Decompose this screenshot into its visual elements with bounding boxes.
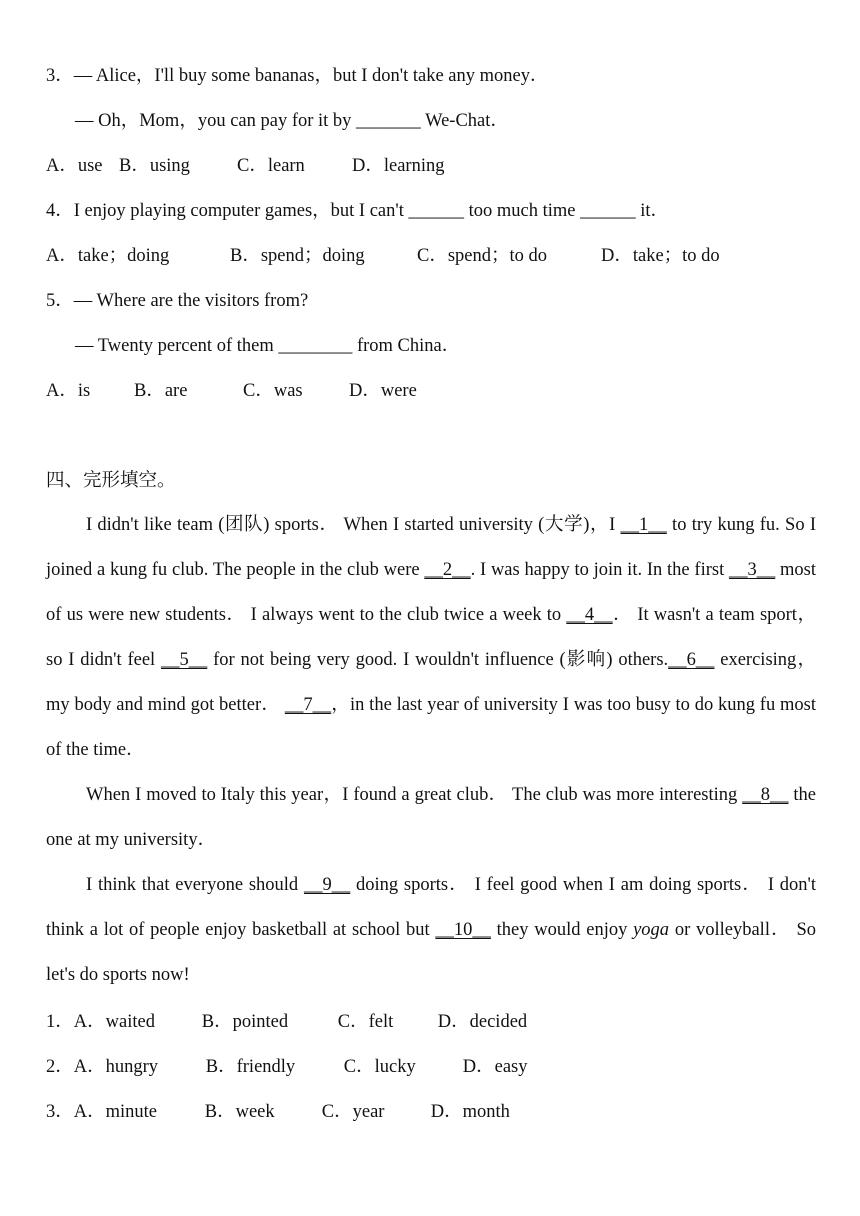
section-heading: 四、完形填空。 — [46, 471, 176, 491]
question-number: 1． — [46, 1012, 74, 1032]
option-d: D．month — [430, 1102, 510, 1122]
option-c: C．learn — [237, 156, 305, 176]
option-a: A．waited — [73, 1012, 155, 1032]
question-number: 5． — [46, 291, 74, 311]
option-b: B．pointed — [201, 1012, 289, 1032]
option-b: B．spend；doing — [230, 246, 365, 266]
option-c: C．was — [243, 381, 303, 401]
blank-4: __4__ — [566, 605, 613, 625]
blank-7: __7__ — [284, 695, 332, 715]
option-b: B．using — [119, 156, 190, 176]
option-a: A．is — [46, 381, 91, 401]
question-text: — Where are the visitors from? — [73, 291, 309, 311]
option-a: A．minute — [73, 1102, 158, 1122]
option-c: C．felt — [337, 1012, 394, 1032]
cloze-question-3 — [46, 1100, 510, 1124]
cloze-paragraph-3 — [46, 863, 816, 998]
text: the one at my university． — [46, 785, 816, 850]
question-4-options — [46, 244, 720, 268]
text: they would enjoy — [490, 920, 634, 940]
option-b: B．week — [204, 1102, 275, 1122]
blank-3: __3__ — [728, 560, 776, 580]
blank-8: __8__ — [742, 785, 789, 805]
italic-word: yoga — [633, 920, 670, 940]
question-5-reply: — Twenty percent of them ________ from China． — [75, 336, 461, 356]
question-text: — Alice，I'll buy some bananas，but I don't take any money． — [73, 66, 549, 86]
blank-6: __6__ — [668, 650, 715, 670]
question-5-stem — [46, 289, 308, 313]
blank-1: __1__ — [620, 515, 667, 535]
option-d: D．decided — [437, 1012, 528, 1032]
text: I think that everyone should — [86, 875, 304, 895]
option-d: D．learning — [352, 156, 445, 176]
option-d: D．were — [349, 381, 417, 401]
question-5-options — [46, 379, 417, 403]
cloze-question-1 — [46, 1010, 527, 1034]
question-4-stem — [46, 199, 669, 223]
text: or volleyball． So let's do sports now! — [46, 920, 816, 985]
option-a: A．take；doing — [46, 246, 170, 266]
text: When I moved to Italy this year，I found a great club． The club was more interesting — [86, 785, 743, 805]
text: for not being very good. I wouldn't influence (影响) others. — [207, 650, 669, 670]
option-c: C．spend；to do — [417, 246, 548, 266]
option-d: D．easy — [462, 1057, 528, 1077]
option-b: B．friendly — [205, 1057, 296, 1077]
blank-10: __10__ — [435, 920, 491, 940]
text: most of us were new students． I always went to the club twice a week to — [46, 560, 816, 625]
question-3-reply: — Oh，Mom，you can pay for it by _______ We-Chat． — [75, 111, 509, 131]
question-number: 4． — [46, 201, 74, 221]
question-number: 3． — [46, 1102, 74, 1122]
cloze-question-2 — [46, 1055, 528, 1079]
question-number: 2． — [46, 1057, 74, 1077]
blank-9: __9__ — [303, 875, 351, 895]
question-3-options — [46, 154, 444, 178]
text: ． It wasn't a team sport，so I didn't feel — [46, 605, 816, 670]
cloze-paragraph-1 — [46, 503, 816, 773]
text: exercising，my body and mind got better． — [46, 650, 816, 715]
blank-2: __2__ — [424, 560, 471, 580]
question-number: 3． — [46, 66, 74, 86]
option-c: C．lucky — [343, 1057, 416, 1077]
blank-5: __5__ — [161, 650, 208, 670]
text: doing sports． I feel good when I am doing sports． I don't think a lot of people enjoy basketball at school but — [46, 875, 816, 940]
text: to try kung fu. So I joined a kung fu club. The people in the club were — [46, 515, 816, 580]
option-a: A．use — [46, 156, 103, 176]
option-a: A．hungry — [73, 1057, 159, 1077]
option-c: C．year — [321, 1102, 385, 1122]
question-3-stem — [46, 64, 549, 88]
text: I didn't like team (团队) sports． When I started university (大学)，I — [86, 515, 621, 535]
question-text: I enjoy playing computer games，but I can't ______ too much time ______ it． — [73, 201, 669, 221]
text: ，in the last year of university I was too busy to do kung fu most of the time． — [46, 695, 817, 760]
option-b: B．are — [134, 381, 188, 401]
cloze-paragraph-2 — [46, 773, 816, 863]
option-d: D．take；to do — [601, 246, 720, 266]
text: . I was happy to join it. In the first — [470, 560, 729, 580]
